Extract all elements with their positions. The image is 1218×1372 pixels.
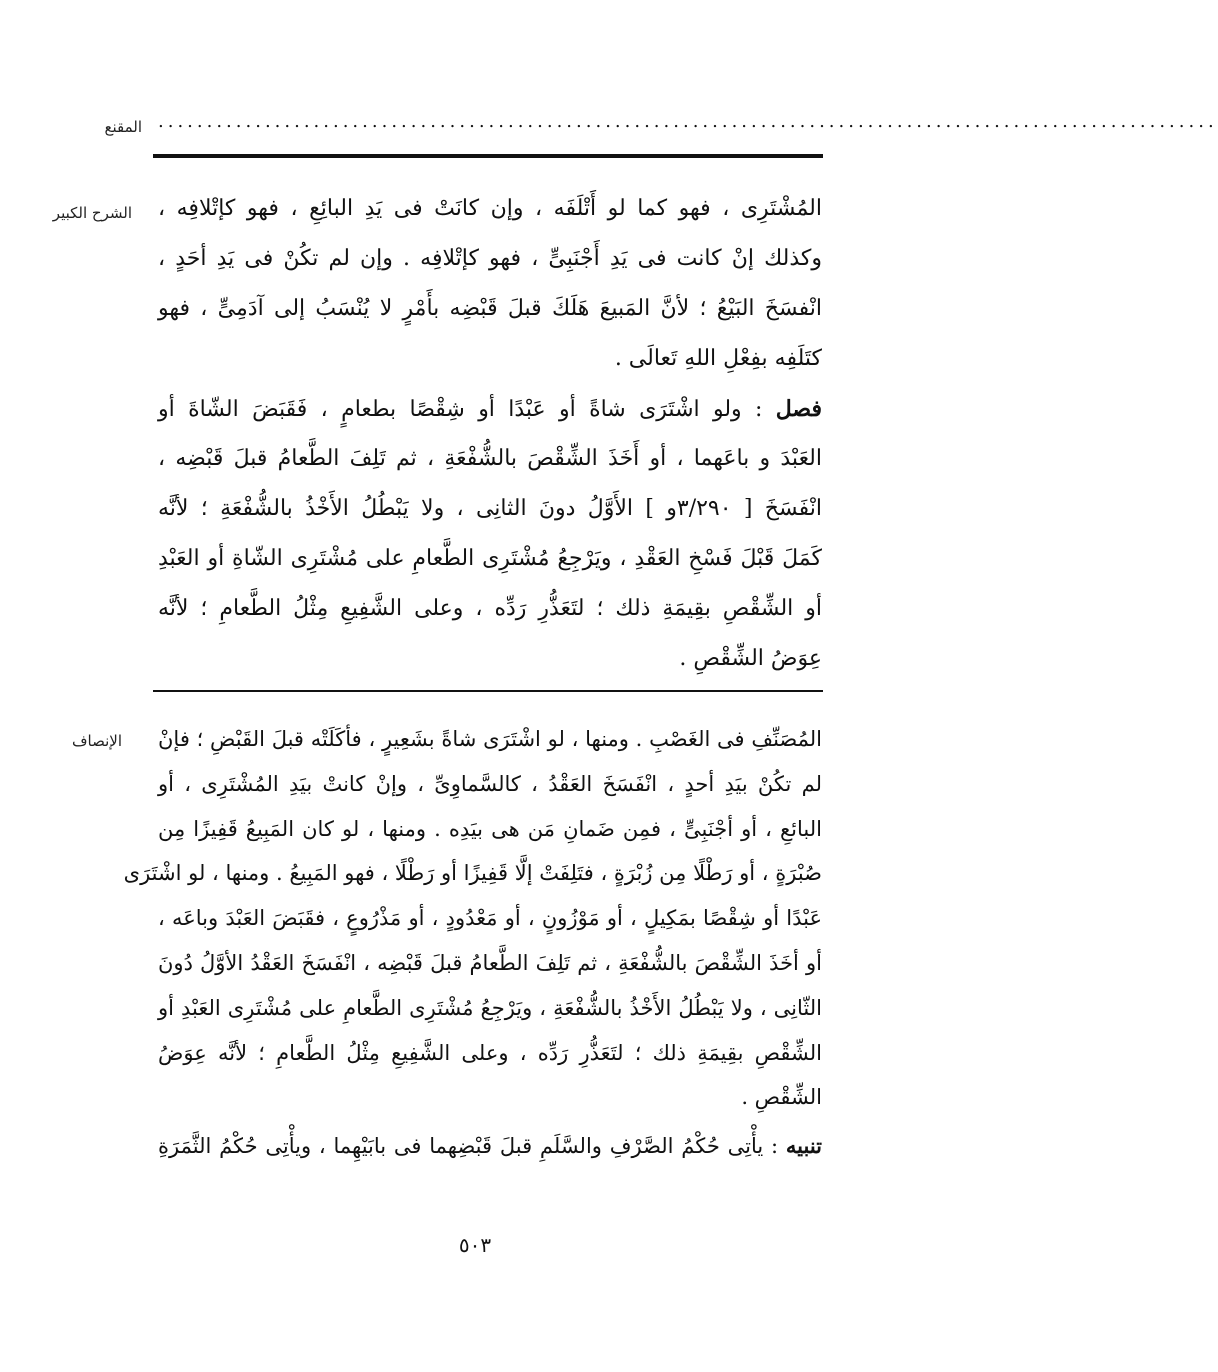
fasl-heading: فصل [775,396,822,422]
tanbih-heading: تنبيه [785,1133,823,1159]
text-line: أو أخَذَ الشِّقْصَ بالشُّفْعَةِ ، ثم تَلِفَ الطَّعامُ قبلَ قَبْضِه ، انْفَسَخَ العَقْدُ الأوَّلُ دُونَ [158,950,822,975]
page-number: ٥٠٣ [458,1233,492,1257]
fasl-text: : ولو اشْتَرَى شاةً أو عَبْدًا أو شِقْصًا بطعامٍ ، فَقَبَضَ الشّاةَ أو [158,397,763,422]
text-line: البائعِ ، أو أجْنَبِىٍّ ، فمِن ضَمانِ مَن هى بيَدِه . ومنها ، لو كان المَبِيعُ قَفِيزًا مِن [158,816,822,841]
text-line: المُصَنِّفِ فى الغَصْبِ . ومنها ، لو اشْتَرَى شاةً بشَعِيرٍ ، فأكَلَتْه قبلَ القَبْضِ ؛ فإنْ [158,727,822,751]
tanbih-text: : يأْتِى حُكْمُ الصَّرْفِ والسَّلَمِ قبلَ قَبْضِهما فى بابَيْهِما ، ويأْتِى حُكْمُ الثَّمَرَةِ [158,1134,779,1159]
upper-section-text [158,184,822,684]
text-line: أو الشِّقْصِ بقِيمَةِ ذلك ؛ لتَعَذُّرِ رَدِّه ، وعلى الشَّفِيعِ مِثْلُ الطَّعامِ ؛ لأنَّه [158,596,822,621]
text-line: عَبْدًا أو شِقْصًا بمَكِيلٍ ، أو مَوْزُونٍ ، أو مَعْدُودٍ ، أو مَذْرُوعٍ ، فقَبَضَ العَبْدَ وباعَه ، [158,906,822,931]
text-line: انْفَسَخَ [ ٣/٢٩٠و ] الأَوَّلُ دونَ الثانِى ، ولا يَبْطُلُ الأَخْذُ بالشُّفْعَةِ ؛ لأنَّه [158,496,822,521]
fasl-line [158,384,822,434]
lower-section-text [123,717,823,1169]
header-dotted-leader: ............................................................................................................. [158,111,1218,132]
tanbih-line [158,1124,822,1169]
text-line: العَبْدَ و باعَهما ، أو أَخَذَ الشِّقْصَ بالشُّفْعَةِ ، ثم تَلِفَ الطَّعامُ قبلَ قَبْضِه ، [158,446,822,471]
upper-section-label: الشرح الكبير [52,204,132,222]
text-line: وكذلك إنْ كانت فى يَدِ أَجْنَبِىٍّ ، فهو كإتْلافِه . وإن لم تكُنْ فى يَدِ أحَدٍ ، [158,246,822,271]
text-line: الشِّقْصِ . [741,1085,822,1110]
book-title: المقنع [104,118,142,136]
text-line: كَمَلَ قَبْلَ فَسْخِ العَقْدِ ، ويَرْجِعُ مُشْتَرِى الطَّعامِ على مُشْتَرِى الشّاةِ أو العَبْدِ [158,546,822,571]
text-line: كتَلَفِه بفِعْلِ اللهِ تَعالَى . [614,346,822,371]
text-line: صُبْرَةٍ ، أو رَطْلًا مِن زُبْرَةٍ ، فتَلِفَتْ إلَّا قَفِيزًا أو رَطْلًا ، فهو المَبِيعُ . ومنها ، لو اشْتَرَى [123,861,822,886]
text-line: انْفسَخَ البَيْعُ ؛ لأنَّ المَبيعَ هَلَكَ قبلَ قَبْضِه بأَمْرٍ لا يُنْسَبُ إلى آدَمِىٍّ ، فهو [158,296,822,321]
text-line: المُشْتَرِى ، فهو كما لو أَتْلَفَه ، وإن كانَتْ فى يَدِ البائِعِ ، فهو كإتْلافِه ، [158,196,822,221]
text-line: الشِّقْصِ بقِيمَةِ ذلك ؛ لتَعَذُّرِ رَدِّه ، وعلى الشَّفِيعِ مِثْلُ الطَّعامِ ؛ لأنَّه عِوَضُ [158,1040,822,1065]
header-rule [153,154,823,158]
text-line: لم تكُنْ بيَدِ أحدٍ ، انْفَسَخَ العَقْدُ ، كالسَّماوِىِّ ، وإنْ كانتْ بيَدِ المُشْتَرِى ، أو [158,771,822,796]
lower-section-label: الإنصاف [71,732,122,750]
text-line: الثّانِى ، ولا يَبْطُلُ الأَخْذُ بالشُّفْعَةِ ، ويَرْجِعُ مُشْتَرِى الطَّعامِ على مُشْتَرِى العَبْدِ أو [158,995,822,1020]
section-divider [153,690,823,692]
text-line: عِوَضُ الشِّقْصِ . [679,646,822,671]
